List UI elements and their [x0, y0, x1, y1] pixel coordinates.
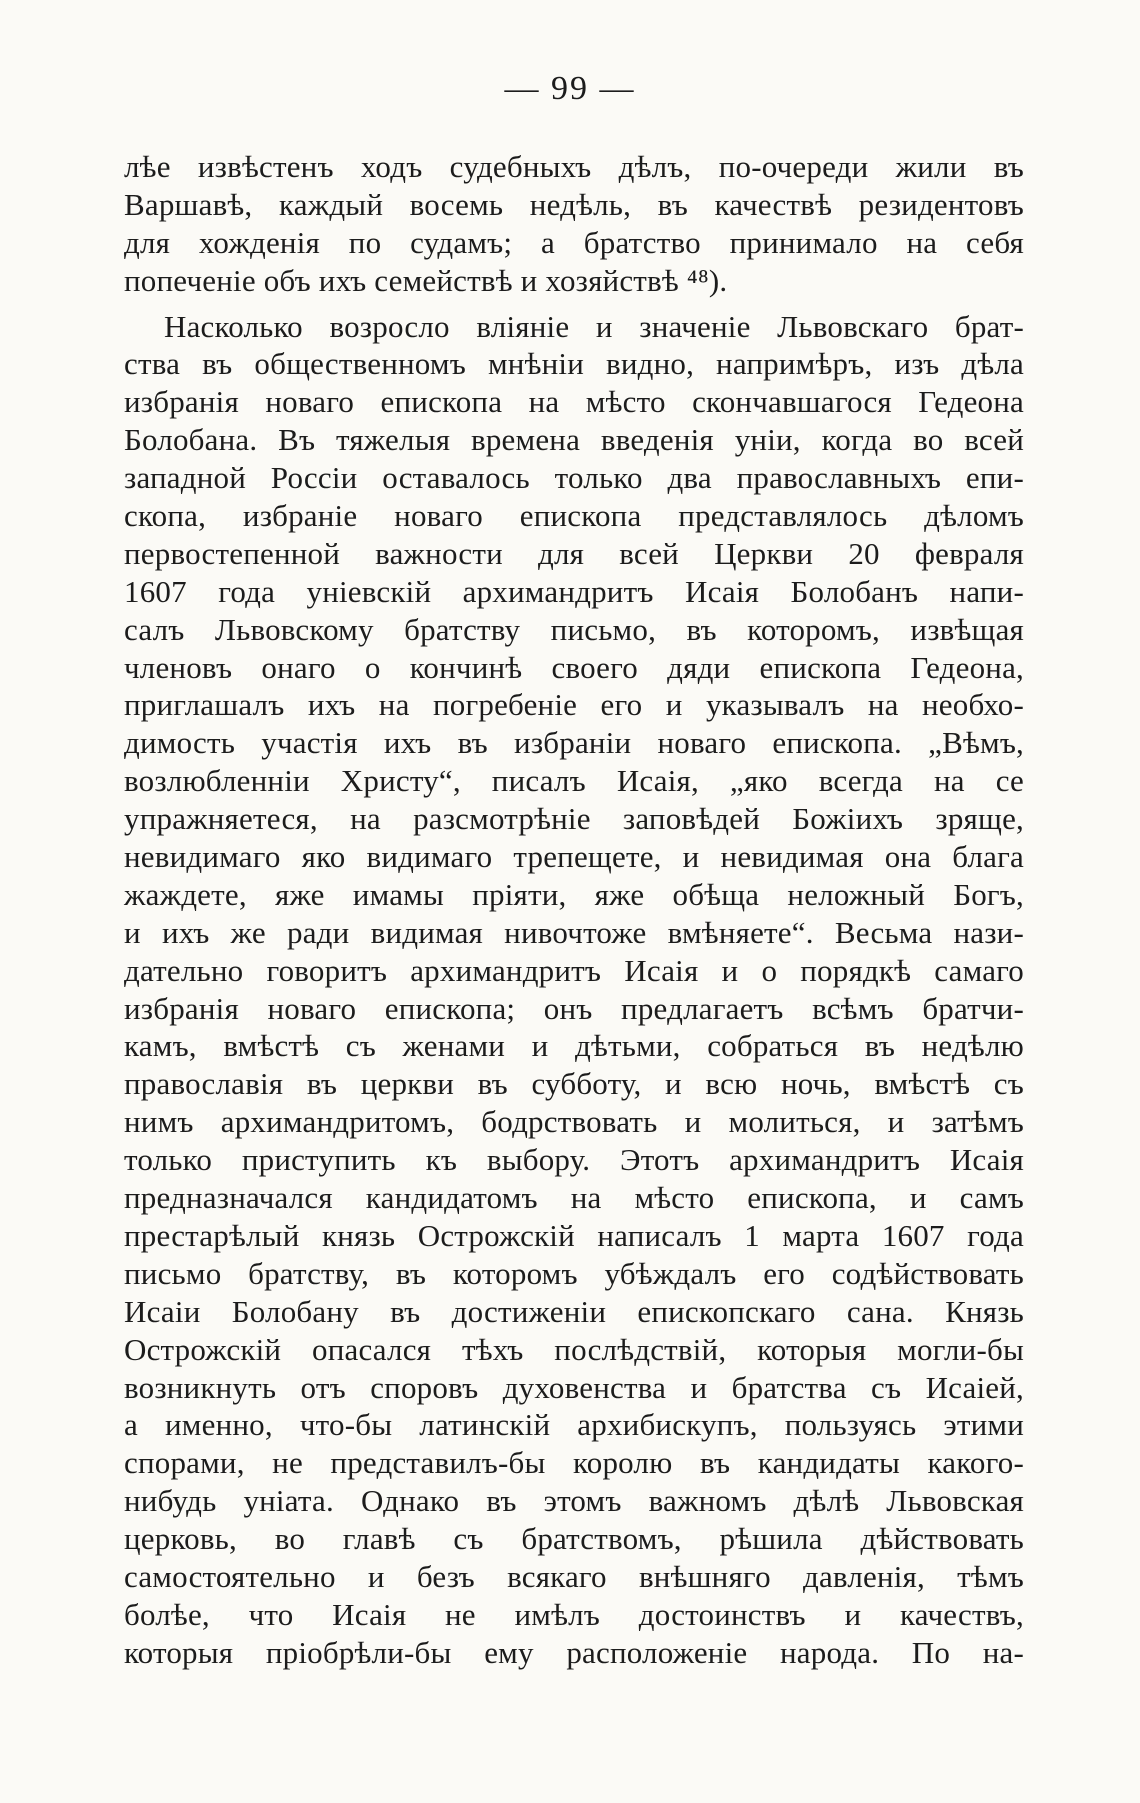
text-line: скопа, избраніе новаго епископа представлялось дѣломъ: [124, 498, 1024, 534]
text-line: которыя пріобрѣли-бы ему расположеніе народа. По на-: [124, 1634, 1024, 1670]
text-line: попеченіе объ ихъ семействѣ и хозяйствѣ ⁴⁸).: [124, 262, 728, 298]
text-line: камъ, вмѣстѣ съ женами и дѣтьми, собраться въ недѣлю: [124, 1028, 1024, 1064]
text-line: православія въ церкви въ субботу, и всю ночь, вмѣстѣ съ: [124, 1066, 1024, 1102]
text-line: только приступить къ выбору. Этотъ архимандритъ Исаія: [124, 1142, 1024, 1178]
text-line: возлюбленніи Христу“, писалъ Исаія, „яко всегда на се: [124, 763, 1024, 799]
text-line: Насколько возросло вліяніе и значеніе Львовскаго брат-: [164, 308, 1024, 344]
text-line: Острожскій опасался тѣхъ послѣдствій, которыя могли-бы: [124, 1331, 1024, 1367]
text-line: предназначался кандидатомъ на мѣсто епископа, и самъ: [124, 1180, 1024, 1216]
text-line: престарѣлый князь Острожскій написалъ 1 марта 1607 года: [124, 1217, 1024, 1253]
text-line: 1607 года уніевскій архимандритъ Исаія Болобанъ напи-: [124, 573, 1024, 609]
text-line: самостоятельно и безъ всякаго внѣшняго давленія, тѣмъ: [124, 1558, 1024, 1594]
text-line: лѣе извѣстенъ ходъ судебныхъ дѣлъ, по-очереди жили въ: [124, 149, 1024, 184]
text-line: и ихъ же ради видимая нивочтоже вмѣняете“. Весьма нази-: [124, 914, 1024, 950]
body-text: [124, 148, 1024, 1672]
text-line: салъ Львовскому братству письмо, въ которомъ, извѣщая: [124, 611, 1024, 647]
text-line: димость участія ихъ въ избраніи новаго епископа. „Вѣмъ,: [124, 725, 1024, 761]
text-line: для хожденія по судамъ; а братство принимало на себя: [124, 224, 1024, 260]
text-line: западной Россіи оставалось только два православныхъ епи-: [124, 460, 1024, 496]
paragraph-2: [124, 308, 1024, 1672]
text-line: болѣе, что Исаія не имѣлъ достоинствъ и качествъ,: [124, 1596, 1024, 1632]
text-line: приглашалъ ихъ на погребеніе его и указывалъ на необхо-: [124, 687, 1024, 723]
text-line: возникнуть отъ споровъ духовенства и братства съ Исаіей,: [124, 1369, 1024, 1405]
text-line: письмо братству, въ которомъ убѣждалъ его содѣйствовать: [124, 1255, 1024, 1291]
text-line: Болобана. Въ тяжелыя времена введенія уніи, когда во всей: [124, 422, 1024, 458]
text-line: спорами, не представилъ-бы королю въ кандидаты какого-: [124, 1445, 1024, 1481]
text-line: церковь, во главѣ съ братствомъ, рѣшила дѣйствовать: [124, 1521, 1024, 1557]
text-line: членовъ онаго о кончинѣ своего дяди епископа Гедеона,: [124, 649, 1024, 685]
text-line: избранія новаго епископа; онъ предлагаетъ всѣмъ братчи-: [124, 990, 1024, 1026]
text-line: жаждете, яже имамы пріяти, яже обѣща неложный Богъ,: [124, 876, 1024, 912]
text-line: а именно, что-бы латинскій архибискупъ, пользуясь этими: [124, 1407, 1024, 1443]
paragraph-1: [124, 148, 1024, 300]
text-line: невидимаго яко видимаго трепещете, и невидимая она блага: [124, 839, 1024, 875]
text-line: упражняетеся, на разсмотрѣніе заповѣдей Божіихъ зряще,: [124, 801, 1024, 837]
text-line: нимъ архимандритомъ, бодрствовать и молиться, и затѣмъ: [124, 1104, 1024, 1140]
text-line: нибудь уніата. Однако въ этомъ важномъ дѣлѣ Львовская: [124, 1483, 1024, 1519]
text-line: ства въ общественномъ мнѣніи видно, напримѣръ, изъ дѣла: [124, 346, 1024, 382]
text-line: первостепенной важности для всей Церкви 20 февраля: [124, 535, 1024, 571]
text-line: Варшавѣ, каждый восемь недѣль, въ качествѣ резидентовъ: [124, 186, 1024, 222]
text-line: Исаіи Болобану въ достиженіи епископскаго сана. Князь: [124, 1293, 1024, 1329]
text-line: дательно говоритъ архимандритъ Исаія и о порядкѣ самаго: [124, 952, 1024, 988]
page-number: — 99 —: [504, 70, 636, 107]
text-line: избранія новаго епископа на мѣсто скончавшагося Гедеона: [124, 384, 1024, 420]
